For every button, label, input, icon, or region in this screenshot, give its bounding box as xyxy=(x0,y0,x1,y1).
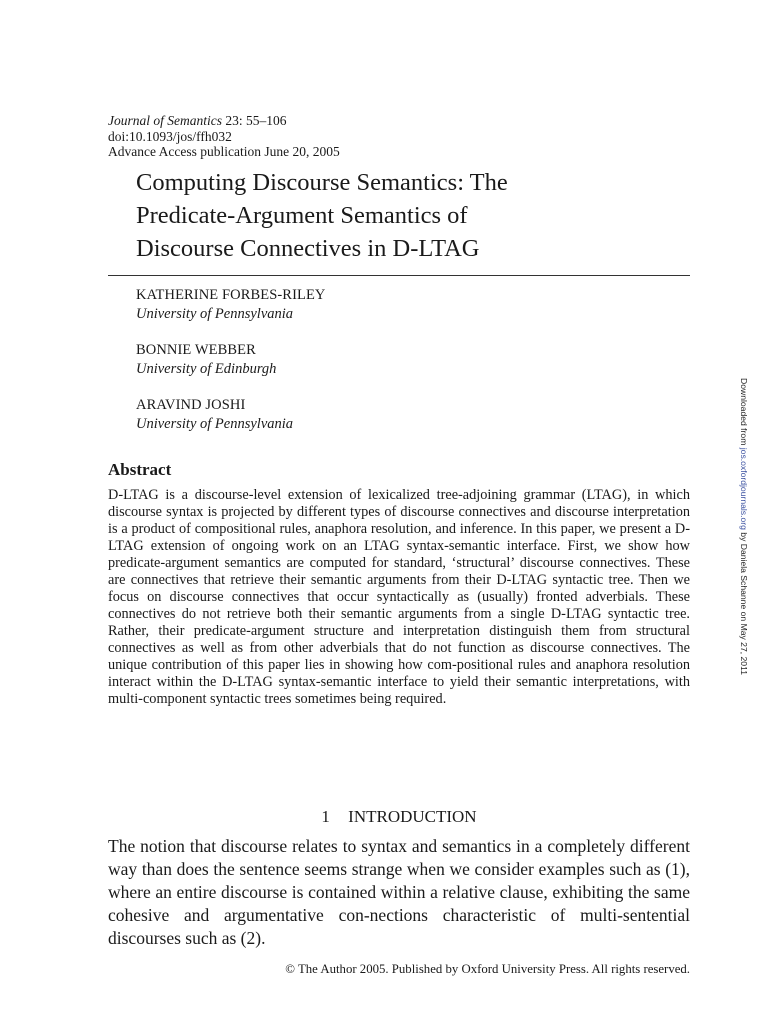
abstract-text: D-LTAG is a discourse-level extension of lexicalized tree-adjoining grammar (LTAG), in which discourse syntax is projected by different types of discourse connectives and discourse interpretation is a product of compositional rules, anaphora resolution, and inference. In this paper, we present a D-LTAG extension of ongoing work on an LTAG syntax-semantic interface. First, we show how predicate-argument semantics are computed for standard, ‘structural’ discourse connectives. These are connectives that retrieve their semantic arguments from their D-LTAG syntactic tree. Then we focus on discourse connectives that occur syntactically as (usually) fronted adverbials. These connectives do not retrieve both their semantic arguments from a single D-LTAG syntactic tree. Rather, their predicate-argument structure and interpretation distinguish them from structural connectives as well as from other adverbials that do not function as discourse connectives. The unique contribution of this paper lies in showing how com-positional rules and anaphora resolution interact within the D-LTAG syntax-semantic interface to yield their semantic interpretations, with multi-component syntactic trees sometimes being required. xyxy=(108,487,690,707)
author-list xyxy=(136,286,656,451)
title-line-1: Computing Discourse Semantics: The xyxy=(136,169,508,196)
author-name: ARAVIND JOSHI xyxy=(136,397,246,413)
introduction-text: The notion that discourse relates to syntax and semantics in a completely different way than does the sentence seems strange when we consider examples such as (1), where an entire discourse is contained within a relative clause, exhibiting the same cohesive and argumentative con-nections characteristic of multi-sentential discourses such as (2). xyxy=(108,836,690,948)
journal-volume: 23: 55–106 xyxy=(225,113,287,128)
author-entry xyxy=(136,286,656,341)
abstract-heading: Abstract xyxy=(108,460,172,479)
journal-site-link[interactable]: jos.oxfordjournals.org xyxy=(739,447,749,530)
title-line-3: Discourse Connectives in D-LTAG xyxy=(136,235,480,262)
author-entry xyxy=(136,396,656,451)
title-line-2: Predicate-Argument Semantics of xyxy=(136,202,468,229)
download-notice xyxy=(739,378,749,675)
section-heading xyxy=(108,806,690,828)
title-divider xyxy=(108,275,690,276)
author-name: KATHERINE FORBES-RILEY xyxy=(136,287,326,303)
author-affiliation: University of Pennsylvania xyxy=(136,306,294,322)
doi: doi:10.1093/jos/ffh032 xyxy=(108,128,232,144)
paper-title xyxy=(136,166,676,265)
download-watermark xyxy=(737,378,751,675)
journal-header xyxy=(108,113,340,160)
author-affiliation: University of Pennsylvania xyxy=(136,416,294,432)
section-number: 1 xyxy=(321,807,330,826)
download-suffix: by Daniela Schanne on May 27, 2011 xyxy=(739,529,749,675)
journal-name: Journal of Semantics xyxy=(108,113,222,128)
copyright-footer: © The Author 2005. Published by Oxford University Press. All rights reserved. xyxy=(285,962,690,976)
advance-access-date: Advance Access publication June 20, 2005 xyxy=(108,144,340,159)
journal-citation xyxy=(108,113,340,129)
author-affiliation: University of Edinburgh xyxy=(136,361,277,377)
author-name: BONNIE WEBBER xyxy=(136,342,256,358)
section-title: INTRODUCTION xyxy=(348,807,477,826)
download-prefix: Downloaded from xyxy=(739,378,749,448)
author-entry xyxy=(136,341,656,396)
